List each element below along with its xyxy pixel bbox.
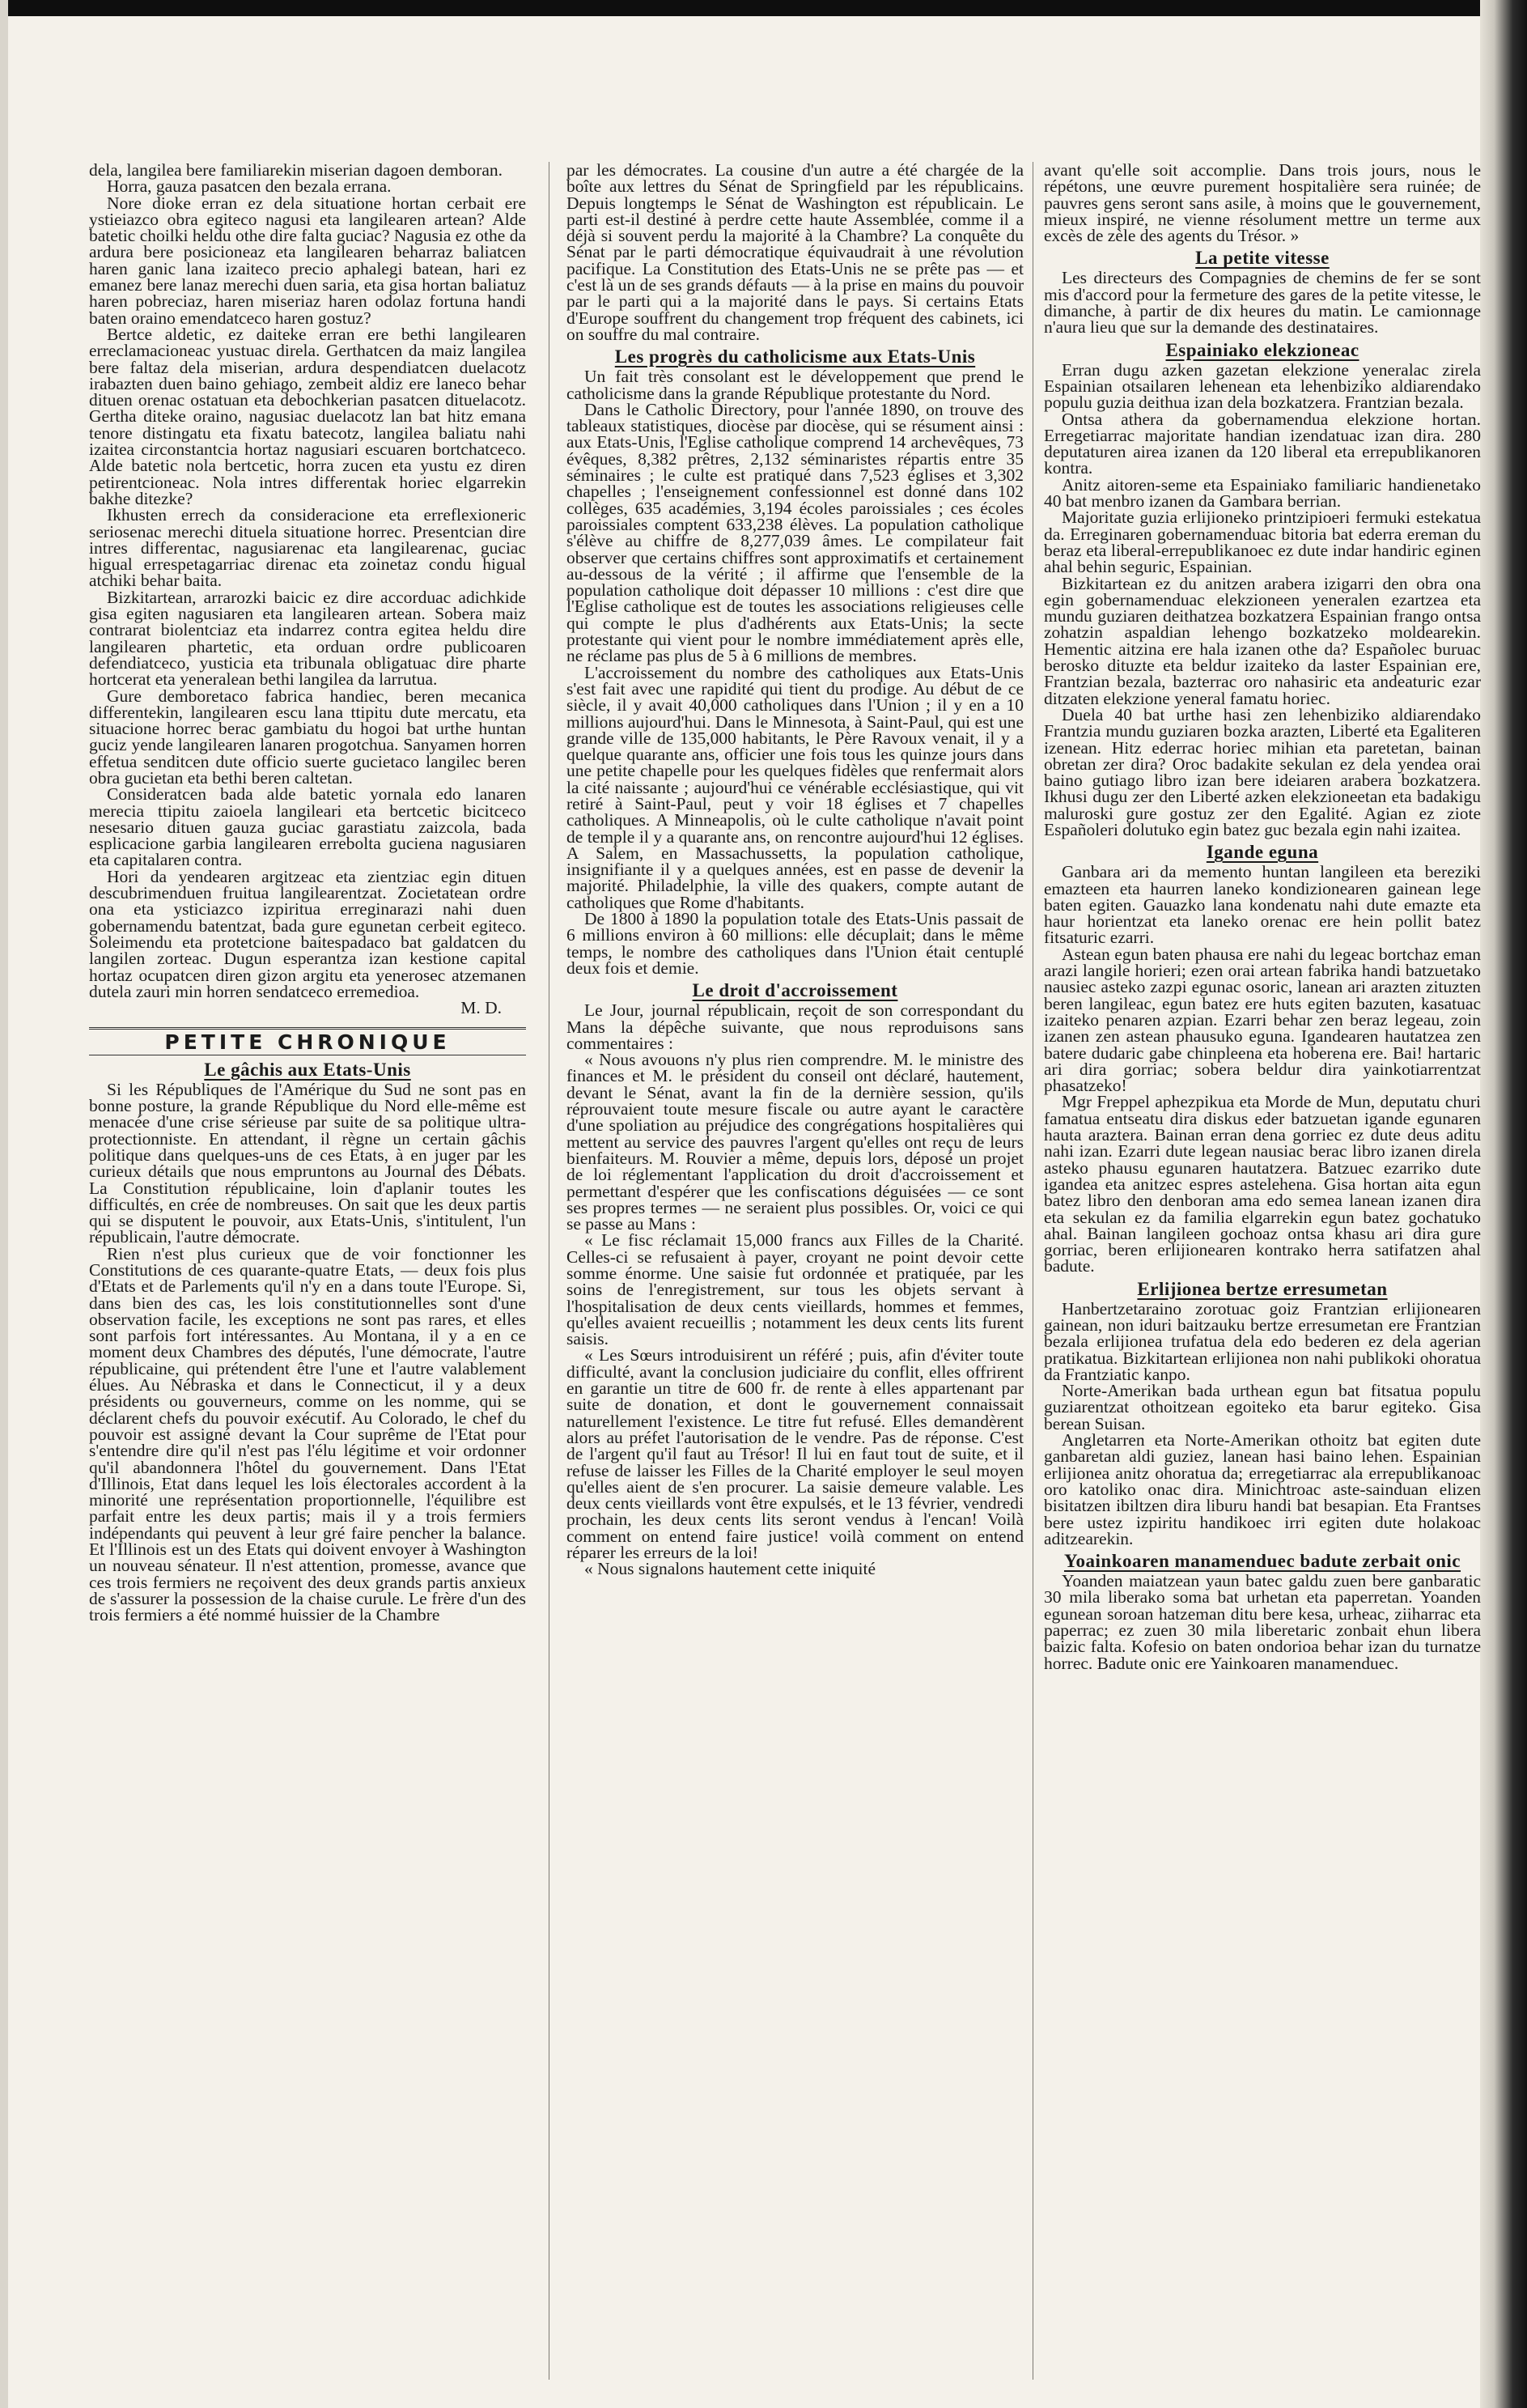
paragraph: Un fait très consolant est le développement que prend le catholicisme dans la grande République protestante du Nord. bbox=[566, 367, 1024, 403]
paragraph: Bizkitartean, arrarozki baicic ez dire accorduac adichkide gisa egiten nagusiaren eta langilearen artean. Sobera maiz contrarat biolentciaz eta indarrez contra egitea heldu dire langilearen phartetic, eta orduan ordre publicoaren defendiatceco, yusticia eta tribunala obligatuac dire pharte hortcerat eta yeneralean bethi langilea da larrutua. bbox=[89, 587, 526, 690]
paragraph: Les directeurs des Compagnies de chemins de fer se sont mis d'accord pour la fermeture des gares de la petite vitesse, le dimanche, à partir de dix heures du matin. Le camionnage n'aura lieu que sur la demande des destinataires. bbox=[1044, 268, 1481, 338]
paragraph: Horra, gauza pasatcen den bezala errana. bbox=[107, 176, 392, 197]
paragraph: Ganbara ari da memento huntan langileen eta bereziki emazteen eta haurren laneko kondizionearen gainean lege baten egiten. Gauazko lana kondenatu nahi dute emazte eta haur horientzat eta laneko orenac ere hein pollit batez fitsaturic ezarri. bbox=[1044, 862, 1481, 948]
article-title: Yoainkoaren manamenduec badute zerbait onic bbox=[1063, 1551, 1461, 1572]
paragraph: par les démocrates. La cousine d'un autre a été chargée de la boîte aux lettres du Sénat de Springfield par les républicains. Depuis longtemps le Sénat de Washington est républicain. Le parti est-il destiné à perdre cette haute Assemblée, comme il a déjà si souvent perdu la majorité à la Chambre? La conquête du Sénat par le parti démocratique équivaudrait à une révolution pacifique. La Constitution des Etats-Unis ne se prête pas — et c'est là un de ses grands défauts — à la prise en mains du pouvoir par le parti qui a la majorité dans le pays. Si certains Etats d'Europe souffrent du changement trop fréquent des cabinets, ici on souffre du mal contraire. bbox=[566, 162, 1024, 344]
paragraph: Majoritate guzia erlijioneko printzipioeri fermuki estekatua da. Erreginaren gobernamenduac bitoria bat ederra ereman du beraz eta liberal-errepublikanoec ez dute indar handiric eginen ahal behin seguric, Espainian. bbox=[1044, 508, 1481, 577]
paragraph: avant qu'elle soit accomplie. Dans trois jours, nous le répétons, une œuvre purement hospitalière sera ruinée; de pauvres gens seront sans asile, à moins que le gouvernement, mieux inspiré, ne vienne résolument mettre un terme aux excès de zèle des agents du Trésor. » bbox=[1044, 162, 1481, 246]
paragraph: Dans le Catholic Directory, pour l'année 1890, on trouve des tableaux statistiques, diocèse par diocèse, qui se résument ainsi : aux Etats-Unis, l'Eglise catholique comprend 14 archevêques, 73 évêques, 8,382 prêtres, 2,132 séminaristes répartis entre 35 séminaires ; le culte est pratiqué dans 7,523 églises et 3,302 chapelles ; l'enseignement confessionnel est donné dans 102 collèges, 635 académies, 3,194 écoles paroissiales ; ces écoles paroissiales comptent 633,238 élèves. La population catholique s'élève au chiffre de 8,277,039 âmes. Le compilateur fait observer que certains chiffres sont approximatifs et certainement au-dessous de la vérité ; il affirme que l'ensemble de la population catholique doit dépasser 10 millions : c'est dire que l'Eglise catholique est de toutes les associations religieuses celle qui compte le plus d'adhérents aux Etats-Unis; la secte protestante qui vient pour le nombre immédiatement après elle, ne réclame pas plus de 5 à 6 millions de membres. bbox=[566, 399, 1024, 666]
paragraph: Si les Républiques de l'Amérique du Sud ne sont pas en bonne posture, la grande République du Nord elle-même est menacée d'une crise sérieuse par suite de sa politique ultra-protectionniste. En attendant, il règne un certain gâchis politique dans quelques-uns de ces Etats, à en juger par les curieux détails que nous empruntons au Journal des Débats. La Constitution républicaine, loin d'aplanir toutes les difficultés, en crée de nombreuses. On sait que les deux partis qui se disputent le pouvoir, aux Etats-Unis, s'intitulent, l'un républicain, l'autre démocrate. bbox=[89, 1079, 526, 1247]
scan-left-edge bbox=[0, 0, 8, 2408]
paragraph: De 1800 à 1890 la population totale des Etats-Unis passait de 6 millions environ à 60 millions: elle décuplait; dans le même temps, le nombre des catholiques dans l'Union était centuplé deux fois et demie. bbox=[566, 909, 1024, 978]
article-title: La petite vitesse bbox=[1195, 248, 1330, 269]
paragraph: Erran dugu azken gazetan elekzione yeneralac zirela Espainian otsailaren lehenean eta lehenbiziko aldiarendako populu guzia deithua izan dela bozkatzera. Frantzian bezala. bbox=[1044, 359, 1481, 413]
paragraph: Le Jour, journal républicain, reçoit de son correspondant du Mans la dépêche suivante, que nous reproduisons sans commentaires : bbox=[566, 1000, 1024, 1053]
column-1 bbox=[89, 162, 526, 2380]
paragraph: Consideratcen bada alde batetic yornala edo lanaren merecia ttipitu zaioela langileari eta bertcetic bicitceco nesesario dituen gauza guciac garastiatu zaizcola, bada esplicacione garbia langilearen errebolta gucienа nagusiaren eta capitalaren contra. bbox=[89, 784, 526, 870]
paragraph: dela, langilea bere familiarekin miserian dagoen demboran. bbox=[89, 162, 503, 180]
paragraph: Anitz aitoren-seme eta Espainiako familiaric handienetako 40 bat menbro izanen da Gambara berrian. bbox=[1044, 474, 1481, 512]
paragraph: Yoanden maiatzean yaun batec galdu zuen bere ganbaratic 30 mila liberako soma bat urhetan eta paperretan. Yoanden egunean soroan hatzeman ditu bere kesa, urheac, ziiharrac eta paperrac; ez zuen 30 mila liberetaric zonbait ehun libera baizic falta. Kofesio on baten ondorioa behar izan du turnatze horrec. Badute onic ere Yainkoaren manamenduec. bbox=[1044, 1571, 1481, 1673]
paragraph: Ikhusten errech da consideracione eta erreflexioneric seriosenac merechi dituela situatione horrec. Presentcian dire intres differentac, nagusiarenac eta langilearenac, guciac higual errespetagarriac direnac eta zoinetaz condu higual atchiki behar baita. bbox=[89, 505, 526, 591]
column-2 bbox=[566, 162, 1024, 2380]
paragraph: Hanbertzetaraino zorotuac goiz Frantzian erlijionearen gainean, non iduri baitzauku bertze erresumetan ere Frantzian bezala erlijionea trufatua dela edo bederen ez dela agerian pratikatua. Bizkitartean erlijionea non nahi publikoki ohoratua da Frantziatic kanpo. bbox=[1044, 1298, 1481, 1384]
paragraph: Gure demboretaco fabrica handiec, beren mecanica differentekin, langilearen escu lana ttipitu dute mercatu, eta situacione horrec berac gambiatu du hogoi bat urthe huntan guciz yende langilearen lanaren progotchua. Sanyamen horren effetua senditcen dute officio suerte gucietaco langilec beren obra gucietan eta bethi beren caltetan. bbox=[89, 686, 526, 788]
article-title: Espainiako elekzioneac bbox=[1165, 339, 1359, 360]
scan-top-edge bbox=[0, 0, 1527, 16]
paragraph: Mgr Freppel aphezpikua eta Morde de Mun, deputatu churi famatua entseatu dira diskus eder batzuetan igande egunaren hauta araztera. Bainan erran dena gorriec ez dute deus aditu nahi izan. Ezarri dute legean nausiac berac libro izanen direla asteko phausu egunaren hautatzera. Batzuec ezarriko dute igandea eta anitzec espres astelehena. Gisa hortan aita egun batez libro den denboran ama edo semea lanean izanen dira eta sekulan ez da familia elgarrekin egun batez gochatuko ahal. Bainan langileen gochoaz ontsa khasu ari dira gure gorriac, beren erlijionearen kontrako herra satifatzen ahal badute. bbox=[1044, 1092, 1481, 1276]
paragraph: Duela 40 bat urthe hasi zen lehenbiziko aldiarendako Frantzia mundu guziaren bozka arazten, Liberté eta Egaliteren izenean. Hitz ederrac horiec mihian eta paretetan, bainan obretan zer dira? Oroc badakite sekulan ez dela yendea orai baino gutiago libro izan bere ideiaren arabera bozkatzera. Ikhusi dugu zer den Liberté azken elekzioneetan eta badakigu maluroski gure gostuz zer den Egalité. Agian ez ziote Españoleri dolutuko egin batez guc bezala egin nahi izaitea. bbox=[1044, 704, 1481, 839]
paragraph: « Les Sœurs introduisirent un référé ; puis, afin d'éviter toute difficulté, avant la conclusion judiciaire du conflit, elles offrirent en garantie un titre de 600 fr. de rente à elles appartenant par suite de donation, et dont le gouvernement connaissait naturellement l'existence. Le titre fut refusé. Elles demandèrent alors au préfet l'autorisation de le vendre. Pas de réponse. C'est de l'argent qu'il faut au Trésor! Il lui en faut tout de suite, et il refuse de laisser les Filles de la Charité employer le seul moyen qu'elles aient de s'en procurer. La saisie demeure valable. Les deux cents vieillards vont être expulsés, et le 13 février, vendredi prochain, les deux cents lits seront vendus à l'encan! Voilà comment on entend faire justice! voilà comment on entend réparer les erreurs de la loi! bbox=[566, 1345, 1024, 1563]
paragraph: Angletarren eta Norte-Amerikan othoitz bat egiten dute ganbaretan aldi guziez, lanean hasi baino lehen. Espainian erlijionea anitz ohoratua da; erregetiarrac ala errepublikanoac oro katoliko onac dira. Minichtroac aste-sainduan elizen bisitatzen ibiltzen dira liburu handi bat besapian. Eta Frantses bere ustez izpiritu handikoec irri egiten dute holakoac aditzearekin. bbox=[1044, 1430, 1481, 1548]
paragraph: L'accroissement du nombre des catholiques aux Etats-Unis s'est fait avec une rapidité qui tient du prodige. Au début de ce siècle, il y avait 40,000 catholiques dans l'Union ; il y en a 10 millions aujourd'hui. Dans le Minnesota, à Saint-Paul, qui est une grande ville de 135,000 habitants, le Père Ravoux venait, il y a quelque quarante ans, officier une fois tous les quinze jours dans une petite chapelle pour les quelques fidèles que renfermait alors la cité naissante ; aujourd'hui ce vénérable ecclésiastique, qui vit retiré à Saint-Paul, peut y voir 18 églises et 7 chapelles catholiques. A Minneapolis, où le culte catholique n'avait point de temple il y a quarante ans, on rencontre aujourd'hui 12 églises. A Salem, en Massachussetts, la population catholique, insignifiante il y a quelques années, est en passe de devenir la majorité. Philadelphie, la ville des quakers, compte autant de catholiques que Rome d'habitants. bbox=[566, 662, 1024, 912]
paragraph: Rien n'est plus curieux que de voir fonctionner les Constitutions de ces quarante-quatre Etats, — deux fois plus d'Etats et de Parlements qu'il n'y en a dans toute l'Europe. Si, dans bien des cas, les lois constitutionnelles sont d'une observation facile, les exceptions ne sont pas rares, et elles sont parfois fort intéressantes. Au Montana, il y a en ce moment deux Chambres des députés, l'une démocrate, l'autre républicaine, qui prétendent être l'une et l'autre valablement élues. Au Nébraska et dans le Connecticut, il y a deux présidents ou gouverneurs, comme on les nomme, qui se déclarent chefs du pouvoir exécutif. Au Colorado, le chef du pouvoir est assigné devant la Cour suprême de l'Etat pour s'entendre dire qu'il n'est pas l'élu légitime et voir ordonner qu'il abandonnera l'hôtel du gouvernement. Dans l'Etat d'Illinois, Etat dans lequel les lois électorales accordent à la minorité une représentation proportionnelle, l'équilibre est parfait entre les deux partis; mais il y a trois fermiers indépendants qui peuvent à leur gré faire pencher la balance. Et l'Illinois est un des Etats qui doivent envoyer à Washington un nouveau sénateur. Il n'est attention, promesse, avance que ces trois fermiers ne reçoivent des deux grands partis anxieux de s'assurer la possession de la chaise curule. Le frère d'un des trois fermiers a été nommé huissier de la Chambre bbox=[89, 1243, 526, 1625]
paragraph: Hori da yendearen argitzeac eta zientziac egin dituen descubrimenduen fruitua langilearentzat. Zocietatean ordre ona eta ysticiazco izpiritua erreginarazi nahi duen gobernamendu batentzat, bada gure egunetan cerbeit egiteco. Soleimendu eta protetcione baitespadaco bat galdatcen du langilen zorteac. Dugun esperantza izan kestione capital hortaz ocupatcen diren gizon argitu eta yenerosec atzemanen dutela zauri min horren sendatceco erremedioa. bbox=[89, 866, 526, 1001]
paragraph: Bertce aldetic, ez daiteke erran ere bethi langilearen erreclamacioneac yustuac direla. Gerthatcen da maiz langilea bere faltaz dela miserian, ardura despendiatcen duelacotz irabazten duen baino gehiago, zembeit aldiz ere laneco behar dituen orenac ostatuan eta debochkerian pasatcen dituelacotz. Gertha diteke oraino, nagusiac duelacotz lan bat hitz emana tenore distingatu eta fixatu batecotz, langilea baliatu nahi izaitea circonstantcia hortaz nagusiari escuaren bortchatceco. Alde batetic nola bertcetic, horra zucen eta yustu ez diren petirentcioneac. Nola intres differentak horiec elgarrekin bakhe ditezke? bbox=[89, 324, 526, 508]
section-title: PETITE CHRONIQUE bbox=[89, 1027, 526, 1055]
article-title: Le gâchis aux Etats-Unis bbox=[204, 1059, 411, 1080]
paragraph: « Le fisc réclamait 15,000 francs aux Filles de la Charité. Celles-ci se refusaient à payer, croyant ne point devoir cette somme énorme. Une saisie fut ordonnée et pratiquée, par les soins de l'enregistrement, sur tous les objets servant à l'hospitalisation de deux cents vieillards, hommes et femmes, qu'elles avaient recueillis ; notamment les deux cents lits furent saisis. bbox=[566, 1230, 1024, 1349]
article-title: Les progrès du catholicisme aux Etats-Unis bbox=[614, 346, 976, 367]
paragraph: « Nous avouons n'y plus rien comprendre. M. le ministre des finances et M. le président du conseil ont déclaré, hautement, devant le Sénat, avant la fin de la dernière session, qu'ils réprouvaient toute mesure fiscale ou autre ayant le caractère d'une spoliation au préjudice des congrégations hospitalières qui mettent au service des pauvres l'argent qu'elles ont reçu de leurs bienfaiteurs. M. Rouvier a même, depuis lors, déposé un projet de loi réglementant l'application du droit d'accroissement et permettant d'espérer que les confiscations déguisées — ce sont ses propres termes — ne seraient plus possibles. Or, voici ce qui se passe au Mans : bbox=[566, 1050, 1024, 1234]
paragraph: Nore dioke erran ez dela situatione hortan cerbait ere ystieiazco obra egiteco nagusi eta langilearen artean? Alde batetic choilki heldu othe dire falta guciac? Nagusia ez othe da ardura bere posicioneaz eta langilearen beharraz baliatcen haren ganic lana izaiteco precio aphalegi batean, hari ez emanez bere lanaz merechi duen saria, eta gisa hortan baliatuz haren pobreciaz, haren miseriaz haren odolaz fortuna handi baten oraino emendatceco haren gostuz? bbox=[89, 193, 526, 328]
scan-right-edge bbox=[1480, 0, 1527, 2408]
paragraph: Astean egun baten phausa ere nahi du legeac bortchaz eman arazi langile horieri; ezen orai artean fabrika handi batzuetako nausiec asteko zazpi egunac osoric, lanean ari arazten zituzten beren langileac, egun batez ere huts egiten bazuten, kasatuac izaiteko penaren azpian. Ezarri behar zen beraz legeau, zoin izanen zen astean phausuko eguna. Igandearen hautatzea zen batere dudaric gabe chinpleena eta hoberena ere. Bai! hartaric ari dira gorriac; sobera beldur dira yainkotiarrentzat phasatzeko! bbox=[1044, 944, 1481, 1096]
article-title: Igande eguna bbox=[1206, 842, 1319, 863]
paragraph: Bizkitartean ez du anitzen arabera izigarri den obra ona egin gobernamenduac elekzioneen yeneralen ezartzea eta mundu guziaren deithatzea bozkatzera Espainian frango ontsa zohatzin aspaldian lehengo bozkatzeko moldearekin. Hementic aitzina ere hala izanen othe da? Españolec buruac berosko dituzte eta beldur izaiteko da laster Espainian ere, Frantzian bezala, bazterrac oro nahasiric eta andeaturic ezar ditzaten elekzione yeneral famatu horiec. bbox=[1044, 573, 1481, 708]
paragraph: « Nous signalons hautement cette iniquité bbox=[584, 1559, 876, 1579]
paragraph: Ontsa athera da gobernamendua elekzione hortan. Erregetiarrac majoritate handian izendatuac izan dira. 280 deputaturen airea izanen da 120 liberal eta errepublikanoren kontra. bbox=[1044, 409, 1481, 478]
column-3 bbox=[1044, 162, 1481, 2380]
article-title: Le droit d'accroissement bbox=[692, 980, 898, 1001]
paragraph: Norte-Amerikan bada urthean egun bat fitsatua populu guziarentzat othoitzean egoiteko eta barur egiteko. Gisa berean Suisan. bbox=[1044, 1381, 1481, 1433]
author-signature: M. D. bbox=[460, 998, 502, 1018]
article-title: Erlijionea bertze erresumetan bbox=[1137, 1278, 1388, 1299]
